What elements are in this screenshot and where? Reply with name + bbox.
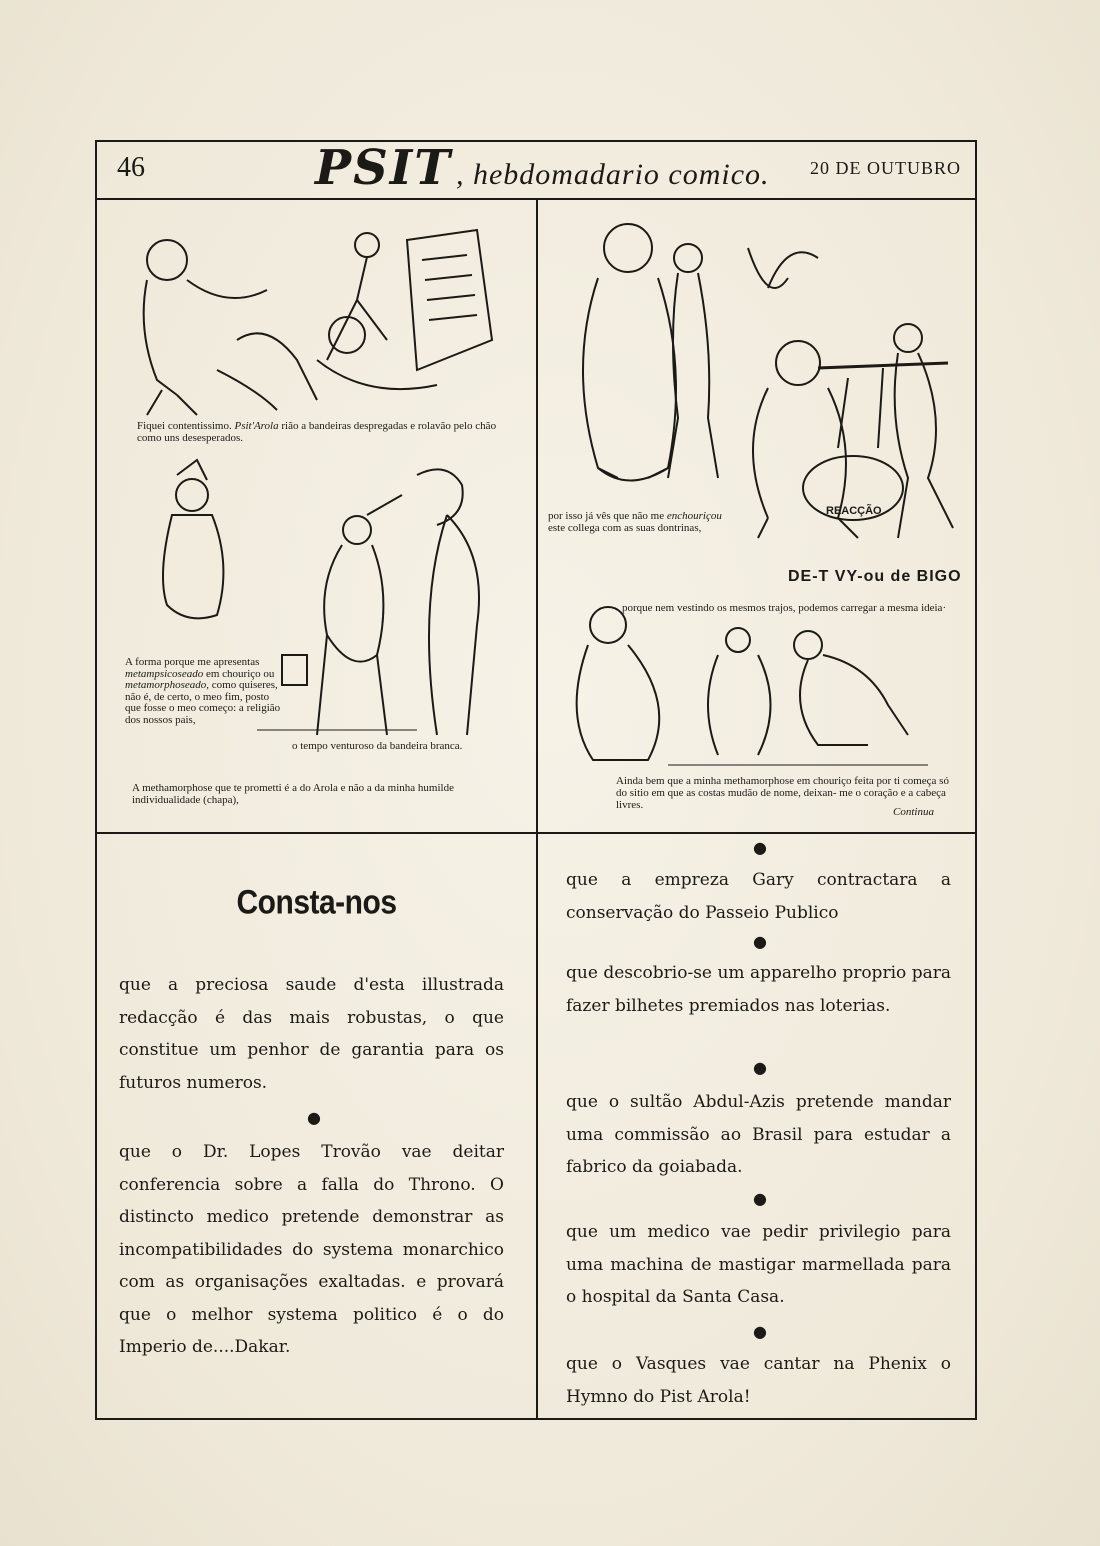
caption-text: Fiquei contentissimo. — [137, 420, 235, 432]
caption-line: não é, de certo, o meo fim, posto — [125, 690, 270, 703]
paragraph-medico: que um medico vae pedir privilegio para uma machina de mastigar marmellada para o hospital da Santa Casa. — [566, 1222, 951, 1307]
caption-italic: enchouriçou — [666, 510, 722, 522]
caption-text: este collega com as suas dontrinas, — [548, 522, 702, 534]
masthead-title: PSIT — [315, 140, 452, 196]
paragraph-bilhetes: que descobrio-se um apparelho proprio para fazer bilhetes premiados nas loterias. — [566, 963, 951, 1016]
page-number: 46 — [117, 152, 145, 183]
masthead — [315, 140, 770, 196]
bullet-divider: ● — [753, 1322, 767, 1341]
illustration-laughing-figures — [117, 220, 517, 420]
paragraph-abdul-azis: que o sultão Abdul-Azis pretende mandar uma commissão ao Brasil para estudar a fabrico da goiabada. — [566, 1092, 951, 1177]
page-frame — [95, 140, 977, 1420]
caption-text: por isso já vês que não me — [548, 510, 667, 522]
caption-line: dos nossos pais, — [125, 713, 196, 726]
basket-label: REACÇÃO — [826, 505, 882, 517]
masthead-subtitle: , hebdomadario comico. — [455, 158, 770, 191]
caption-top-right — [548, 510, 738, 534]
issue-date: 20 DE OUTUBRO — [810, 158, 961, 178]
caption-text: em chouriço ou — [203, 667, 275, 680]
bullet-divider: ● — [753, 932, 767, 951]
caption-italic: metampsicoseado — [125, 667, 204, 680]
caption-text: rião a bandeiras despregadas e rolavão pelo chão como uns desesperados. — [137, 420, 497, 444]
caption-top-left — [137, 420, 517, 444]
artist-signature: DE-T VY-ou de BIGO — [788, 568, 962, 585]
paragraph-vasques: que o Vasques vae cantar na Phenix o Hymno do Pist Arola! — [566, 1354, 951, 1407]
caption-text: , como quiseres, — [206, 679, 278, 691]
article-column-left — [97, 832, 538, 1418]
caption-line: A forma porque me apresentas — [125, 656, 260, 668]
paragraph-health: que a preciosa saude d'esta illustrada redacção é das mais robustas, o que constitue um penhor de garantia para os futuros numeros. — [119, 975, 504, 1093]
caption-bottom-left: A methamorphose que te prometti é a do Arola e não a da minha humilde individualidade (chapa), — [132, 782, 454, 806]
caption-italic: metamorphoseado — [125, 679, 207, 691]
caption-mid-left — [125, 657, 345, 726]
caption-mid-right: porque nem vestindo os mesmos trajos, podemos carregar a mesma ideia· — [622, 602, 947, 614]
masthead-bar — [97, 142, 975, 200]
paragraph-lopes-trovao: que o Dr. Lopes Trovão vae deitar conferencia sobre a falla do Throno. O distincto medico pretende demonstrar as incompatibilidades do systema monarchico com as organisações exaltadas. e provará que o melhor systema politico é o do Imperio de....Dakar. — [119, 1142, 504, 1357]
bullet-divider: ● — [307, 1108, 321, 1127]
article-heading: Consta-nos — [236, 883, 397, 922]
article-column-right — [538, 832, 975, 1418]
illustration-three-figures — [568, 595, 968, 775]
continua-note: Continua — [893, 806, 934, 818]
bullet-divider: ● — [753, 1058, 767, 1077]
bullet-divider: ● — [753, 1189, 767, 1208]
cartoon-panel-top-left — [97, 200, 538, 832]
paragraph-gary: que a empreza Gary contractara a conservação do Passeio Publico — [566, 870, 951, 923]
illustration-two-men-carrying-basket — [568, 218, 968, 548]
caption-line: que fosse o meo começo: a religião — [125, 702, 281, 714]
bullet-divider: ● — [753, 838, 767, 857]
caption-mid-left-end: o tempo venturoso da bandeira branca. — [292, 740, 463, 752]
cartoon-panel-top-right — [538, 200, 975, 832]
caption-italic: Psit'Arola — [234, 420, 279, 432]
caption-bottom-right: Ainda bem que a minha methamorphose em chouriço feita por ti começa só do sitio em que as costas mudão de nome, deixan- me o coração e a cabeça livres. — [616, 775, 949, 811]
